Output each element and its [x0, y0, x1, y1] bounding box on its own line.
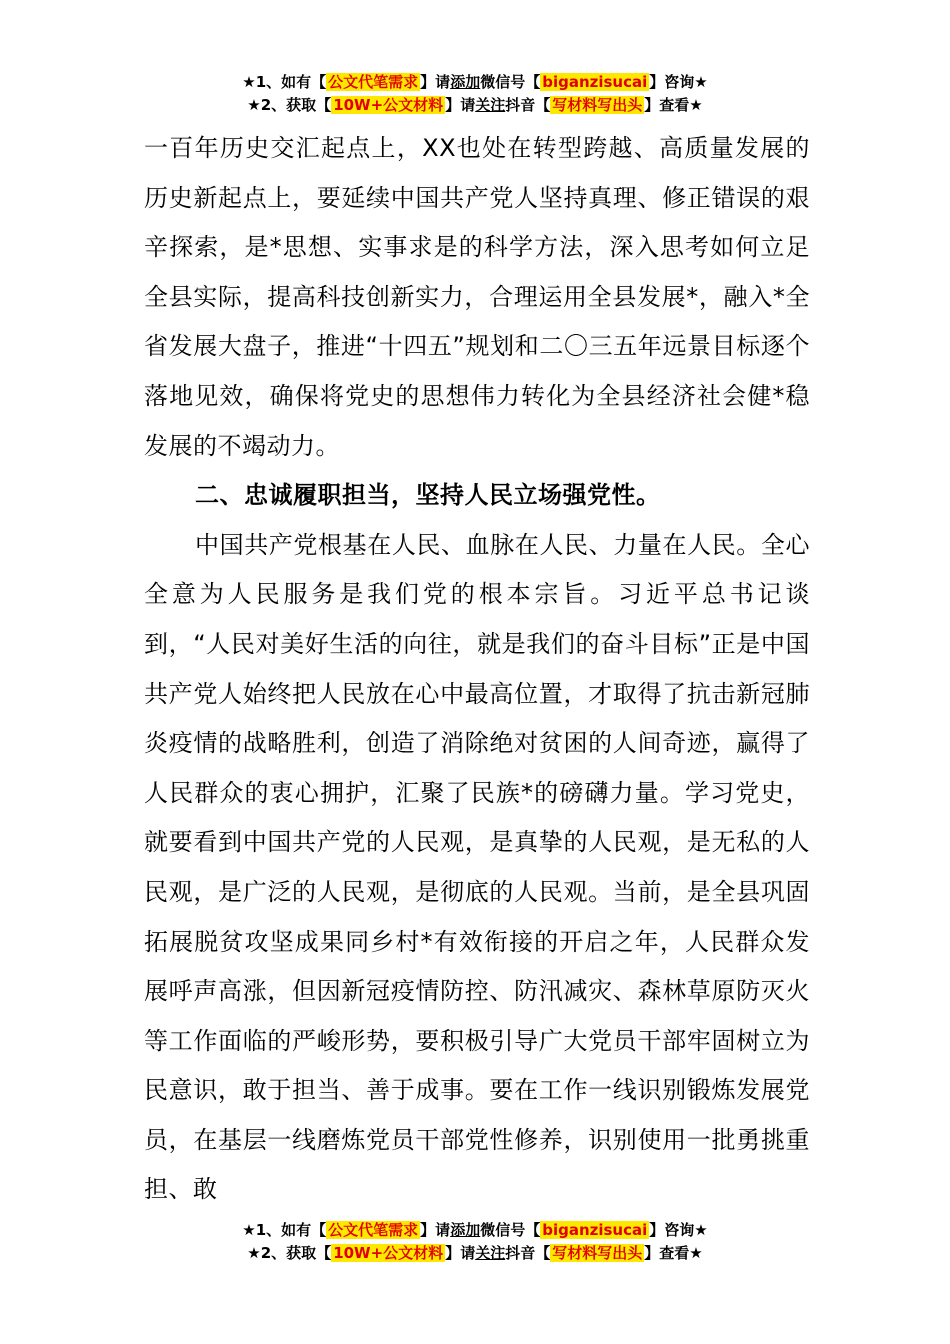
promo-underline: 关注	[475, 1244, 506, 1262]
promo-text: 】请	[445, 1244, 476, 1262]
promo-line-1	[0, 71, 950, 94]
promo-text: 微信号【	[480, 1221, 541, 1239]
promo-highlight-douyin: 写材料写出头	[552, 96, 643, 114]
promo-text: ★1、如有【	[242, 1221, 327, 1239]
promo-text: 】咨询★	[649, 73, 708, 91]
promo-highlight: 公文代笔需求	[328, 1221, 419, 1239]
promo-text: 】查看★	[644, 1244, 703, 1262]
promo-underline: 添加	[450, 1221, 481, 1239]
promo-underline: 关注	[475, 96, 506, 114]
promo-text: 】查看★	[644, 96, 703, 114]
promo-text: 抖音【	[505, 1244, 551, 1262]
promo-text: 】请	[445, 96, 476, 114]
promo-text: ★2、获取【	[247, 1244, 332, 1262]
promo-text: ★2、获取【	[247, 96, 332, 114]
promo-text: 微信号【	[480, 73, 541, 91]
promo-highlight: 10W+公文材料	[333, 96, 444, 114]
promo-line-2	[0, 94, 950, 117]
promo-line-1	[0, 1219, 950, 1242]
promo-highlight-wechat: biganzisucai	[542, 1221, 648, 1239]
promo-highlight: 公文代笔需求	[328, 73, 419, 91]
document-body	[144, 124, 810, 1215]
promo-banner-bottom	[0, 1219, 950, 1265]
section-heading: 二、忠诚履职担当，坚持人民立场强党性。	[195, 481, 661, 510]
promo-text: 】请	[420, 73, 451, 91]
promo-highlight-douyin: 写材料写出头	[552, 1244, 643, 1262]
promo-underline: 添加	[450, 73, 481, 91]
promo-text: 】请	[420, 1221, 451, 1239]
promo-highlight-wechat: biganzisucai	[542, 73, 648, 91]
promo-highlight: 10W+公文材料	[333, 1244, 444, 1262]
paragraph: 中国共产党根基在人民、血脉在人民、力量在人民。全心全意为人民服务是我们党的根本宗旨。习近平总书记谈到，“人民对美好生活的向往，就是我们的奋斗目标”正是中国共产党人始终把人民放在心中最高位置，才取得了抗击新冠肺炎疫情的战略胜利，创造了消除绝对贫困的人间奇迹，赢得了人民群众的衷心拥护，汇聚了民族*的磅礴力量。学习党史，就要看到中国共产党的人民观，是真挚的人民观，是无私的人民观，是广泛的人民观，是彻底的人民观。当前，是全县巩固拓展脱贫攻坚成果同乡村*有效衔接的开启之年，人民群众发展呼声高涨，但因新冠疫情防控、防汛减灾、森林草原防灭火等工作面临的严峻形势，要积极引导广大党员干部牢固树立为民意识，敢于担当、善于成事。要在工作一线识别锻炼发展党员，在基层一线磨炼党员干部党性修养，识别使用一批勇挑重担、敢	[144, 530, 810, 1204]
promo-line-2	[0, 1242, 950, 1265]
promo-text: 】咨询★	[649, 1221, 708, 1239]
paragraph-continued: 一百年历史交汇起点上，XX也处在转型跨越、高质量发展的历史新起点上，要延续中国共产党人坚持真理、修正错误的艰辛探索，是*思想、实事求是的科学方法，深入思考如何立足全县实际，提高科技创新实力，合理运用全县发展*，融入*全省发展大盘子，推进“十四五”规划和二〇三五年远景目标逐个落地见效，确保将党史的思想伟力转化为全县经济社会健*稳发展的不竭动力。	[144, 134, 810, 460]
promo-banner-top	[0, 71, 950, 117]
promo-text: ★1、如有【	[242, 73, 327, 91]
promo-text: 抖音【	[505, 96, 551, 114]
